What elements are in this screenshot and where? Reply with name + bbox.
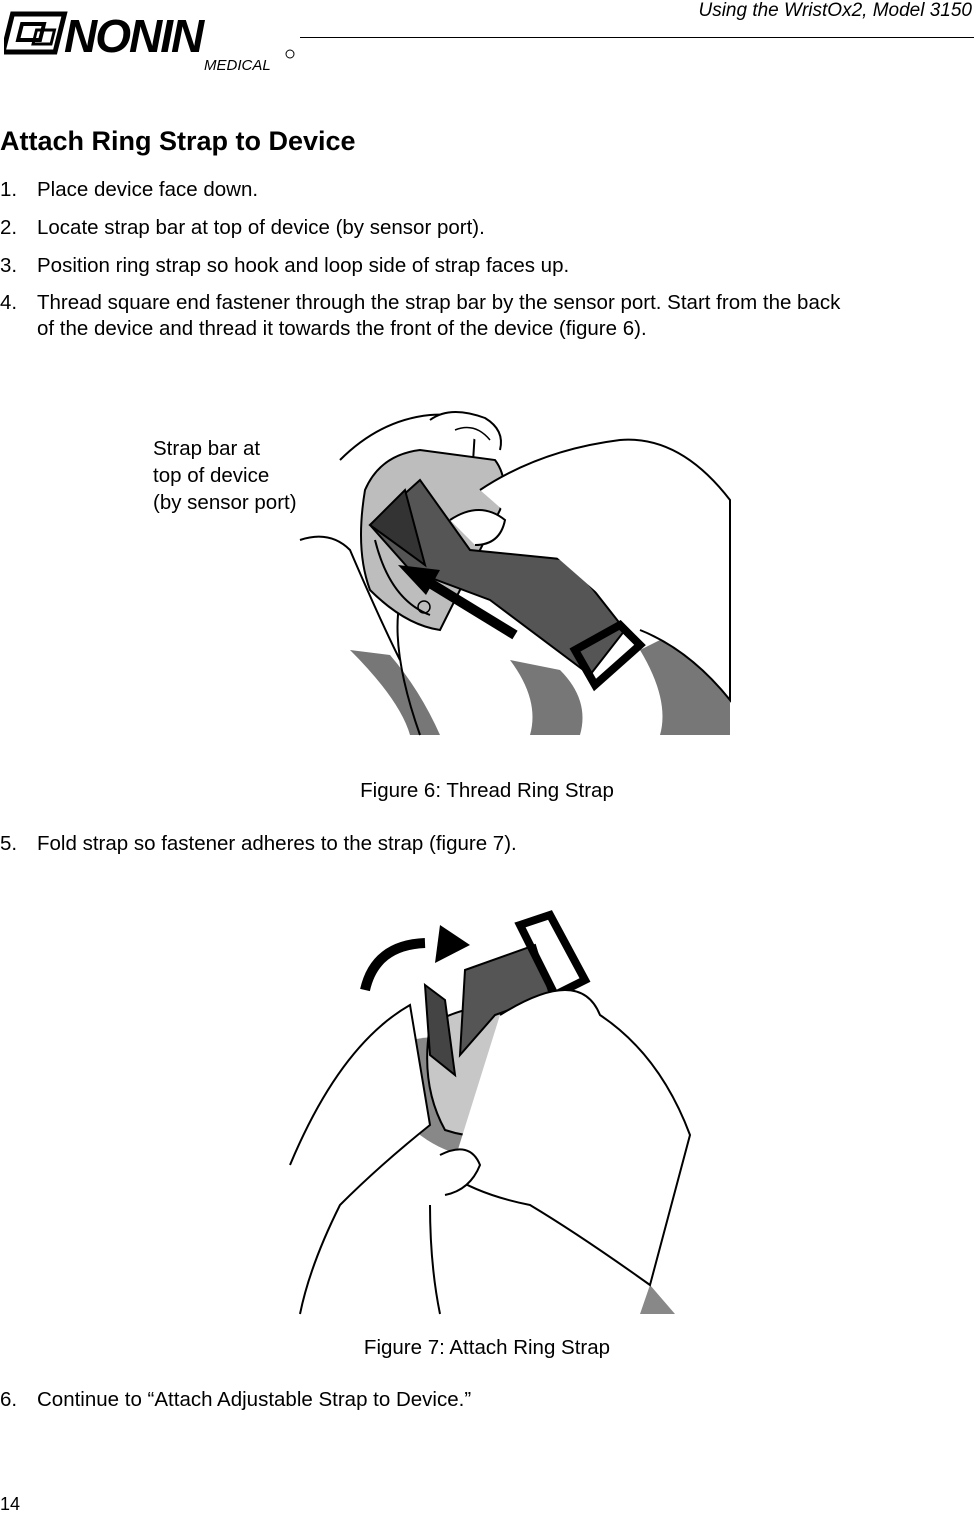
page-number: 14: [0, 1494, 21, 1514]
step-text: Position ring strap so hook and loop side of strap faces up.: [37, 254, 570, 277]
nonin-medical-logo: [4, 8, 296, 76]
step-number: 3.: [0, 254, 18, 277]
step-text: Place device face down.: [37, 178, 259, 201]
svg-text:MEDICAL: MEDICAL: [204, 57, 271, 74]
list-item: [0, 177, 880, 203]
step-number: 1.: [0, 178, 18, 201]
figure-7-caption: Figure 7: Attach Ring Strap: [363, 1336, 611, 1359]
list-item: [0, 215, 880, 241]
step-text: Locate strap bar at top of device (by sensor port).: [37, 216, 485, 239]
hands-folding-strap-illustration: [280, 905, 700, 1315]
list-item: [0, 831, 880, 857]
figure-6-illustration: [290, 400, 740, 740]
step-number: 6.: [0, 1388, 18, 1411]
running-header-title: Using the WristOx2, Model 3150: [698, 0, 972, 21]
figure-6-caption: Figure 6: Thread Ring Strap: [360, 779, 614, 802]
header-rule: [300, 37, 974, 38]
step-number: 2.: [0, 216, 18, 239]
logo-mark: [4, 8, 296, 76]
list-item: [0, 253, 880, 279]
hands-threading-strap-illustration: [290, 400, 740, 740]
step-number: 5.: [0, 832, 18, 855]
list-item: [0, 290, 880, 342]
step-text: Continue to “Attach Adjustable Strap to Device.”: [37, 1388, 472, 1411]
figure-7-illustration: [280, 905, 700, 1315]
step-number: 4.: [0, 291, 18, 314]
list-item: [0, 1387, 880, 1413]
step-text: Thread square end fastener through the strap bar by the sensor port. Start from the back of the device and thread it towards the front of the device (figure 6).: [37, 291, 841, 340]
svg-text:NONIN: NONIN: [64, 10, 203, 62]
figure-6-callout-label: Strap bar at top of device (by sensor port): [153, 437, 297, 514]
step-text: Fold strap so fastener adheres to the strap (figure 7).: [37, 832, 517, 855]
section-title: Attach Ring Strap to Device: [0, 126, 356, 156]
